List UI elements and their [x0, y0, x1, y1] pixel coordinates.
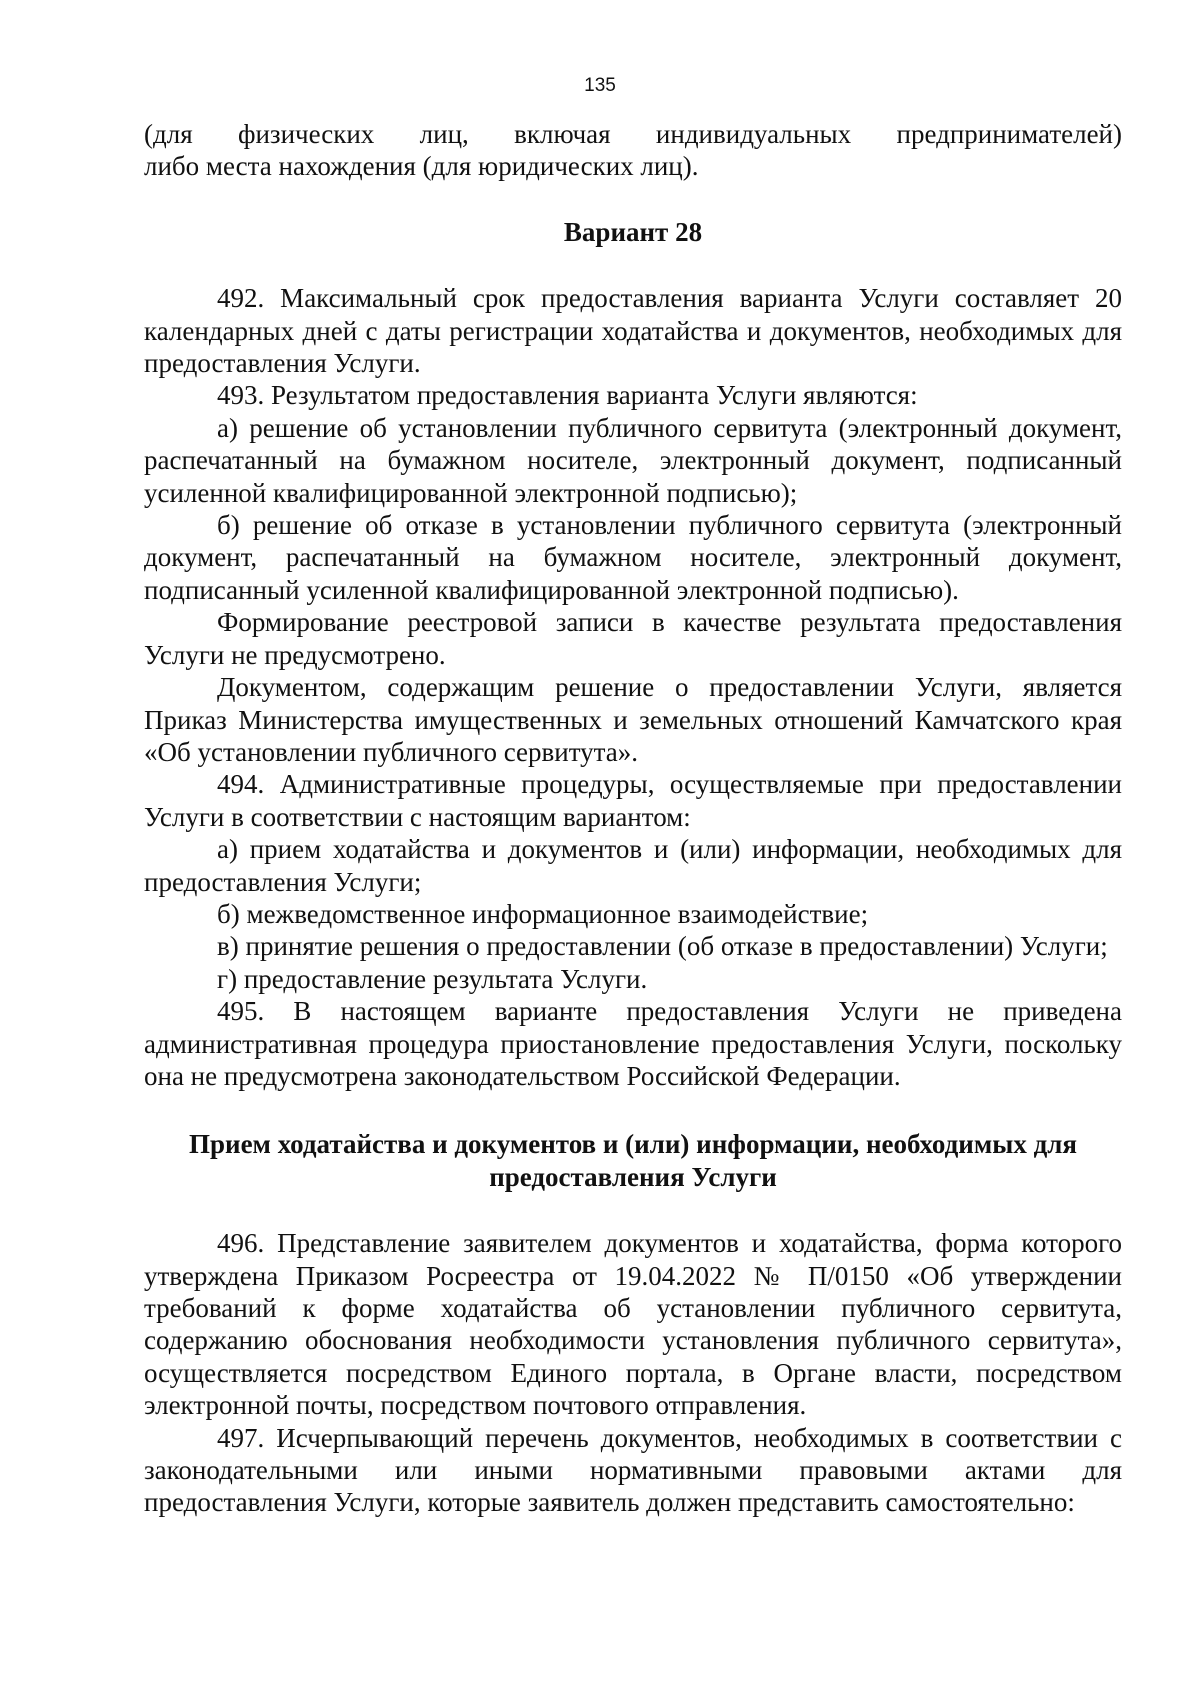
page-number: 135 — [584, 75, 616, 96]
paragraph: Формирование реестровой записи в качестве результата предоставления Услуги не предусмотрено. — [144, 607, 1122, 670]
paragraph: 493. Результатом предоставления варианта Услуги являются: — [217, 380, 918, 411]
paragraph: а) решение об установлении публичного сервитута (электронный документ, распечатанный на бумажном носителе, электронный документ, подписанный усиленной квалифицированной электронной подписью); — [144, 412, 1122, 508]
paragraph: 496. Представление заявителем документов и ходатайства, форма которого утверждена Приказом Росреестра от 19.04.2022 № П/0150 «Об утверждении требований к форме ходатайства об установлении публичного сервитута, содержанию обоснования необходимости установления публичного сервитута», осуществляется посредством Единого портала, в Органе власти, посредством электронной почты, посредством почтового отправления. — [144, 1228, 1122, 1421]
variant-section — [144, 282, 1122, 1092]
paragraph: 492. Максимальный срок предоставления варианта Услуги составляет 20 календарных дней с даты регистрации ходатайства и документов, необходимых для предоставления Услуги. — [144, 283, 1122, 379]
paragraph: 495. В настоящем варианте предоставления Услуги не приведена административная процедура приостановление предоставления Услуги, поскольку она не предусмотрена законодательством Российской Федерации. — [144, 996, 1122, 1091]
paragraph: а) прием ходатайства и документов и (или) информации, необходимых для предоставления Услуги; — [144, 834, 1122, 897]
paragraph: б) межведомственное информационное взаимодействие; — [217, 898, 869, 929]
paragraph: в) принятие решения о предоставлении (об отказе в предоставлении) Услуги; — [217, 931, 1108, 962]
variant-heading: Вариант 28 — [563, 216, 703, 247]
reception-section — [144, 1227, 1122, 1519]
document-body — [144, 118, 1122, 1519]
paragraph: Документом, содержащим решение о предоставлении Услуги, является Приказ Министерства имущественных и земельных отношений Камчатского края «Об установлении публичного сервитута». — [144, 672, 1122, 767]
paragraph: 497. Исчерпывающий перечень документов, необходимых в соответствии с законодательными или иными нормативными правовыми актами для предоставления Услуги, которые заявитель должен представить самостоятельно: — [144, 1422, 1122, 1518]
paragraph: б) решение об отказе в установлении публичного сервитута (электронный документ, распечатанный на бумажном носителе, электронный документ, подписанный усиленной квалифицированной электронной подписью). — [144, 510, 1122, 605]
continuation-line-2: либо места нахождения (для юридических лиц). — [144, 151, 699, 182]
paragraph: 494. Административные процедуры, осуществляемые при предоставлении Услуги в соответствии с настоящим вариантом: — [144, 769, 1122, 832]
paragraph: г) предоставление результата Услуги. — [217, 963, 648, 994]
section-heading-line-1: Прием ходатайства и документов и (или) информации, необходимых для — [189, 1129, 1077, 1160]
section-heading-line-2: предоставления Услуги — [489, 1161, 777, 1192]
continuation-line-1: (для физических лиц, включая индивидуальных предпринимателей) — [144, 119, 1122, 149]
